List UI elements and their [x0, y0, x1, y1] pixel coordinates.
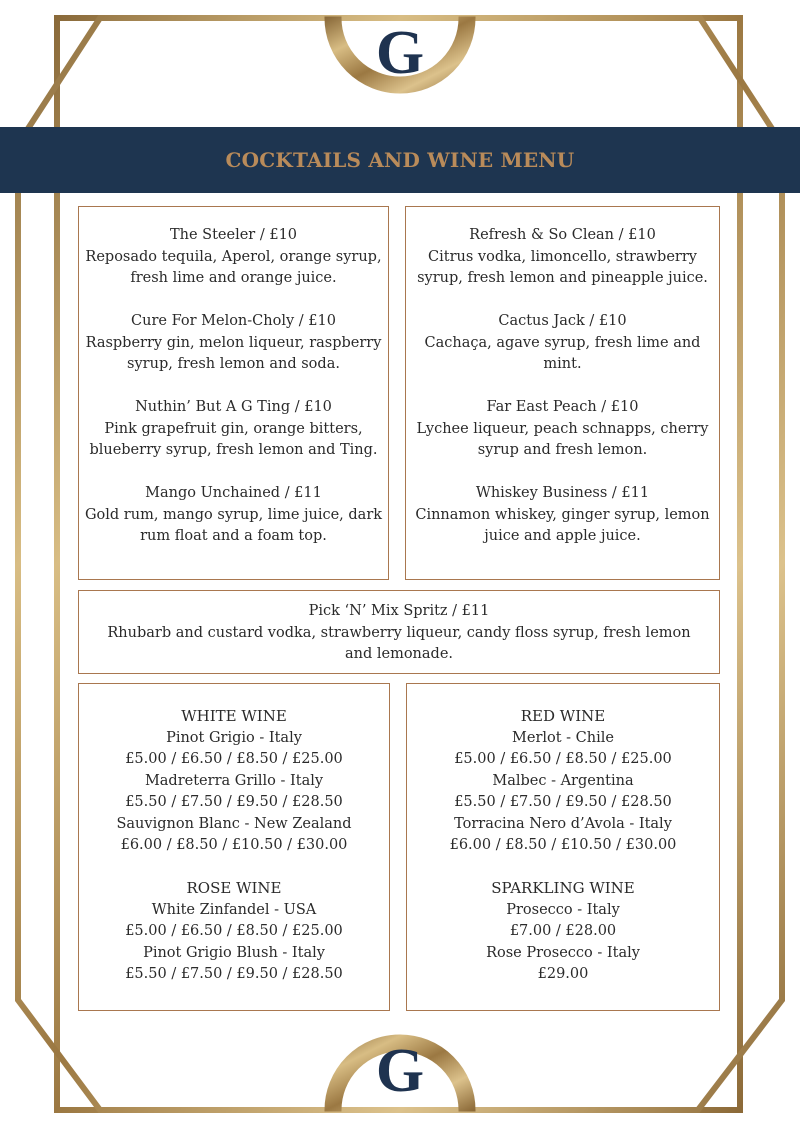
- wine-name: Sauvignon Blanc - New Zealand: [116, 815, 352, 832]
- cocktail-item: [410, 483, 715, 548]
- cocktail-desc: Cinnamon whiskey, ginger syrup, lemon juice and apple juice.: [415, 506, 710, 544]
- white-wine-heading: WHITE WINE: [181, 707, 287, 725]
- cocktail-item: [83, 311, 384, 376]
- cocktails-right-box: [405, 206, 720, 580]
- cocktails-left-box: [78, 206, 389, 580]
- cocktail-desc: Reposado tequila, Aperol, orange syrup, fresh lime and orange juice.: [85, 248, 382, 286]
- sparkling-wine-heading: SPARKLING WINE: [491, 879, 635, 897]
- wine-name: Pinot Grigio - Italy: [166, 729, 302, 746]
- wine-name: Pinot Grigio Blush - Italy: [143, 944, 325, 961]
- wine-prices: £5.00 / £6.50 / £8.50 / £25.00: [125, 751, 343, 767]
- wine-prices: £29.00: [537, 966, 589, 982]
- cocktail-name: Cactus Jack / £10: [498, 313, 627, 329]
- wine-prices: £5.50 / £7.50 / £9.50 / £28.50: [454, 794, 672, 810]
- wine-prices: £5.00 / £6.50 / £8.50 / £25.00: [125, 923, 343, 939]
- rose-wine-heading: ROSE WINE: [186, 879, 282, 897]
- page-title: COCKTAILS AND WINE MENU: [225, 148, 575, 172]
- wine-prices: £5.50 / £7.50 / £9.50 / £28.50: [125, 794, 343, 810]
- red-sparkling-wine-box: [406, 683, 720, 1011]
- cocktail-desc: Citrus vodka, limoncello, strawberry syrup, fresh lemon and pineapple juice.: [417, 248, 708, 286]
- cocktail-desc: Lychee liqueur, peach schnapps, cherry syrup and fresh lemon.: [416, 420, 709, 458]
- wine-prices: £6.00 / £8.50 / £10.50 / £30.00: [120, 837, 348, 853]
- logo-top: G: [375, 19, 425, 87]
- cocktail-name: The Steeler / £10: [169, 227, 298, 243]
- cocktail-item: [83, 483, 384, 548]
- cocktail-item: [410, 225, 715, 290]
- red-wine-section: [411, 706, 715, 857]
- logo-bottom: G: [375, 1037, 425, 1105]
- cocktail-name: Far East Peach / £10: [486, 399, 639, 415]
- wine-prices: £7.00 / £28.00: [509, 923, 617, 939]
- wine-name: Rose Prosecco - Italy: [486, 944, 640, 961]
- cocktail-name: Nuthin’ But A G Ting / £10: [135, 399, 332, 415]
- cocktail-item: [410, 397, 715, 462]
- spritz-desc: Rhubarb and custard vodka, strawberry liqueur, candy floss syrup, fresh lemon and lemonade.: [107, 624, 691, 662]
- cocktail-name: Refresh & So Clean / £10: [469, 227, 656, 243]
- wine-name: Madreterra Grillo - Italy: [144, 772, 324, 789]
- wine-name: White Zinfandel - USA: [151, 901, 317, 918]
- sparkling-wine-section: [411, 878, 715, 986]
- wine-prices: £5.00 / £6.50 / £8.50 / £25.00: [454, 751, 672, 767]
- cocktail-desc: Raspberry gin, melon liqueur, raspberry syrup, fresh lemon and soda.: [85, 334, 382, 372]
- wine-name: Merlot - Chile: [512, 729, 614, 746]
- white-wine-section: [83, 706, 385, 857]
- spritz-name: Pick ‘N’ Mix Spritz / £11: [308, 603, 490, 619]
- cocktail-item: [83, 225, 384, 290]
- cocktail-name: Mango Unchained / £11: [145, 485, 322, 501]
- wine-name: Malbec - Argentina: [492, 772, 634, 789]
- red-wine-heading: RED WINE: [520, 707, 606, 725]
- wine-name: Torracina Nero d’Avola - Italy: [454, 815, 672, 832]
- cocktail-desc: Cachaça, agave syrup, fresh lime and mint.: [424, 334, 701, 372]
- cocktail-desc: Pink grapefruit gin, orange bitters, blueberry syrup, fresh lemon and Ting.: [89, 420, 378, 458]
- cocktail-item: [410, 311, 715, 376]
- wine-prices: £6.00 / £8.50 / £10.50 / £30.00: [449, 837, 677, 853]
- cocktail-item: [83, 397, 384, 462]
- spritz-box: [78, 590, 720, 674]
- cocktail-name: Cure For Melon-Choly / £10: [131, 313, 336, 329]
- wine-prices: £5.50 / £7.50 / £9.50 / £28.50: [125, 966, 343, 982]
- cocktail-name: Whiskey Business / £11: [475, 485, 650, 501]
- wine-name: Prosecco - Italy: [506, 901, 620, 918]
- cocktail-desc: Gold rum, mango syrup, lime juice, dark rum float and a foam top.: [84, 506, 383, 544]
- rose-wine-section: [83, 878, 385, 986]
- white-rose-wine-box: [78, 683, 390, 1011]
